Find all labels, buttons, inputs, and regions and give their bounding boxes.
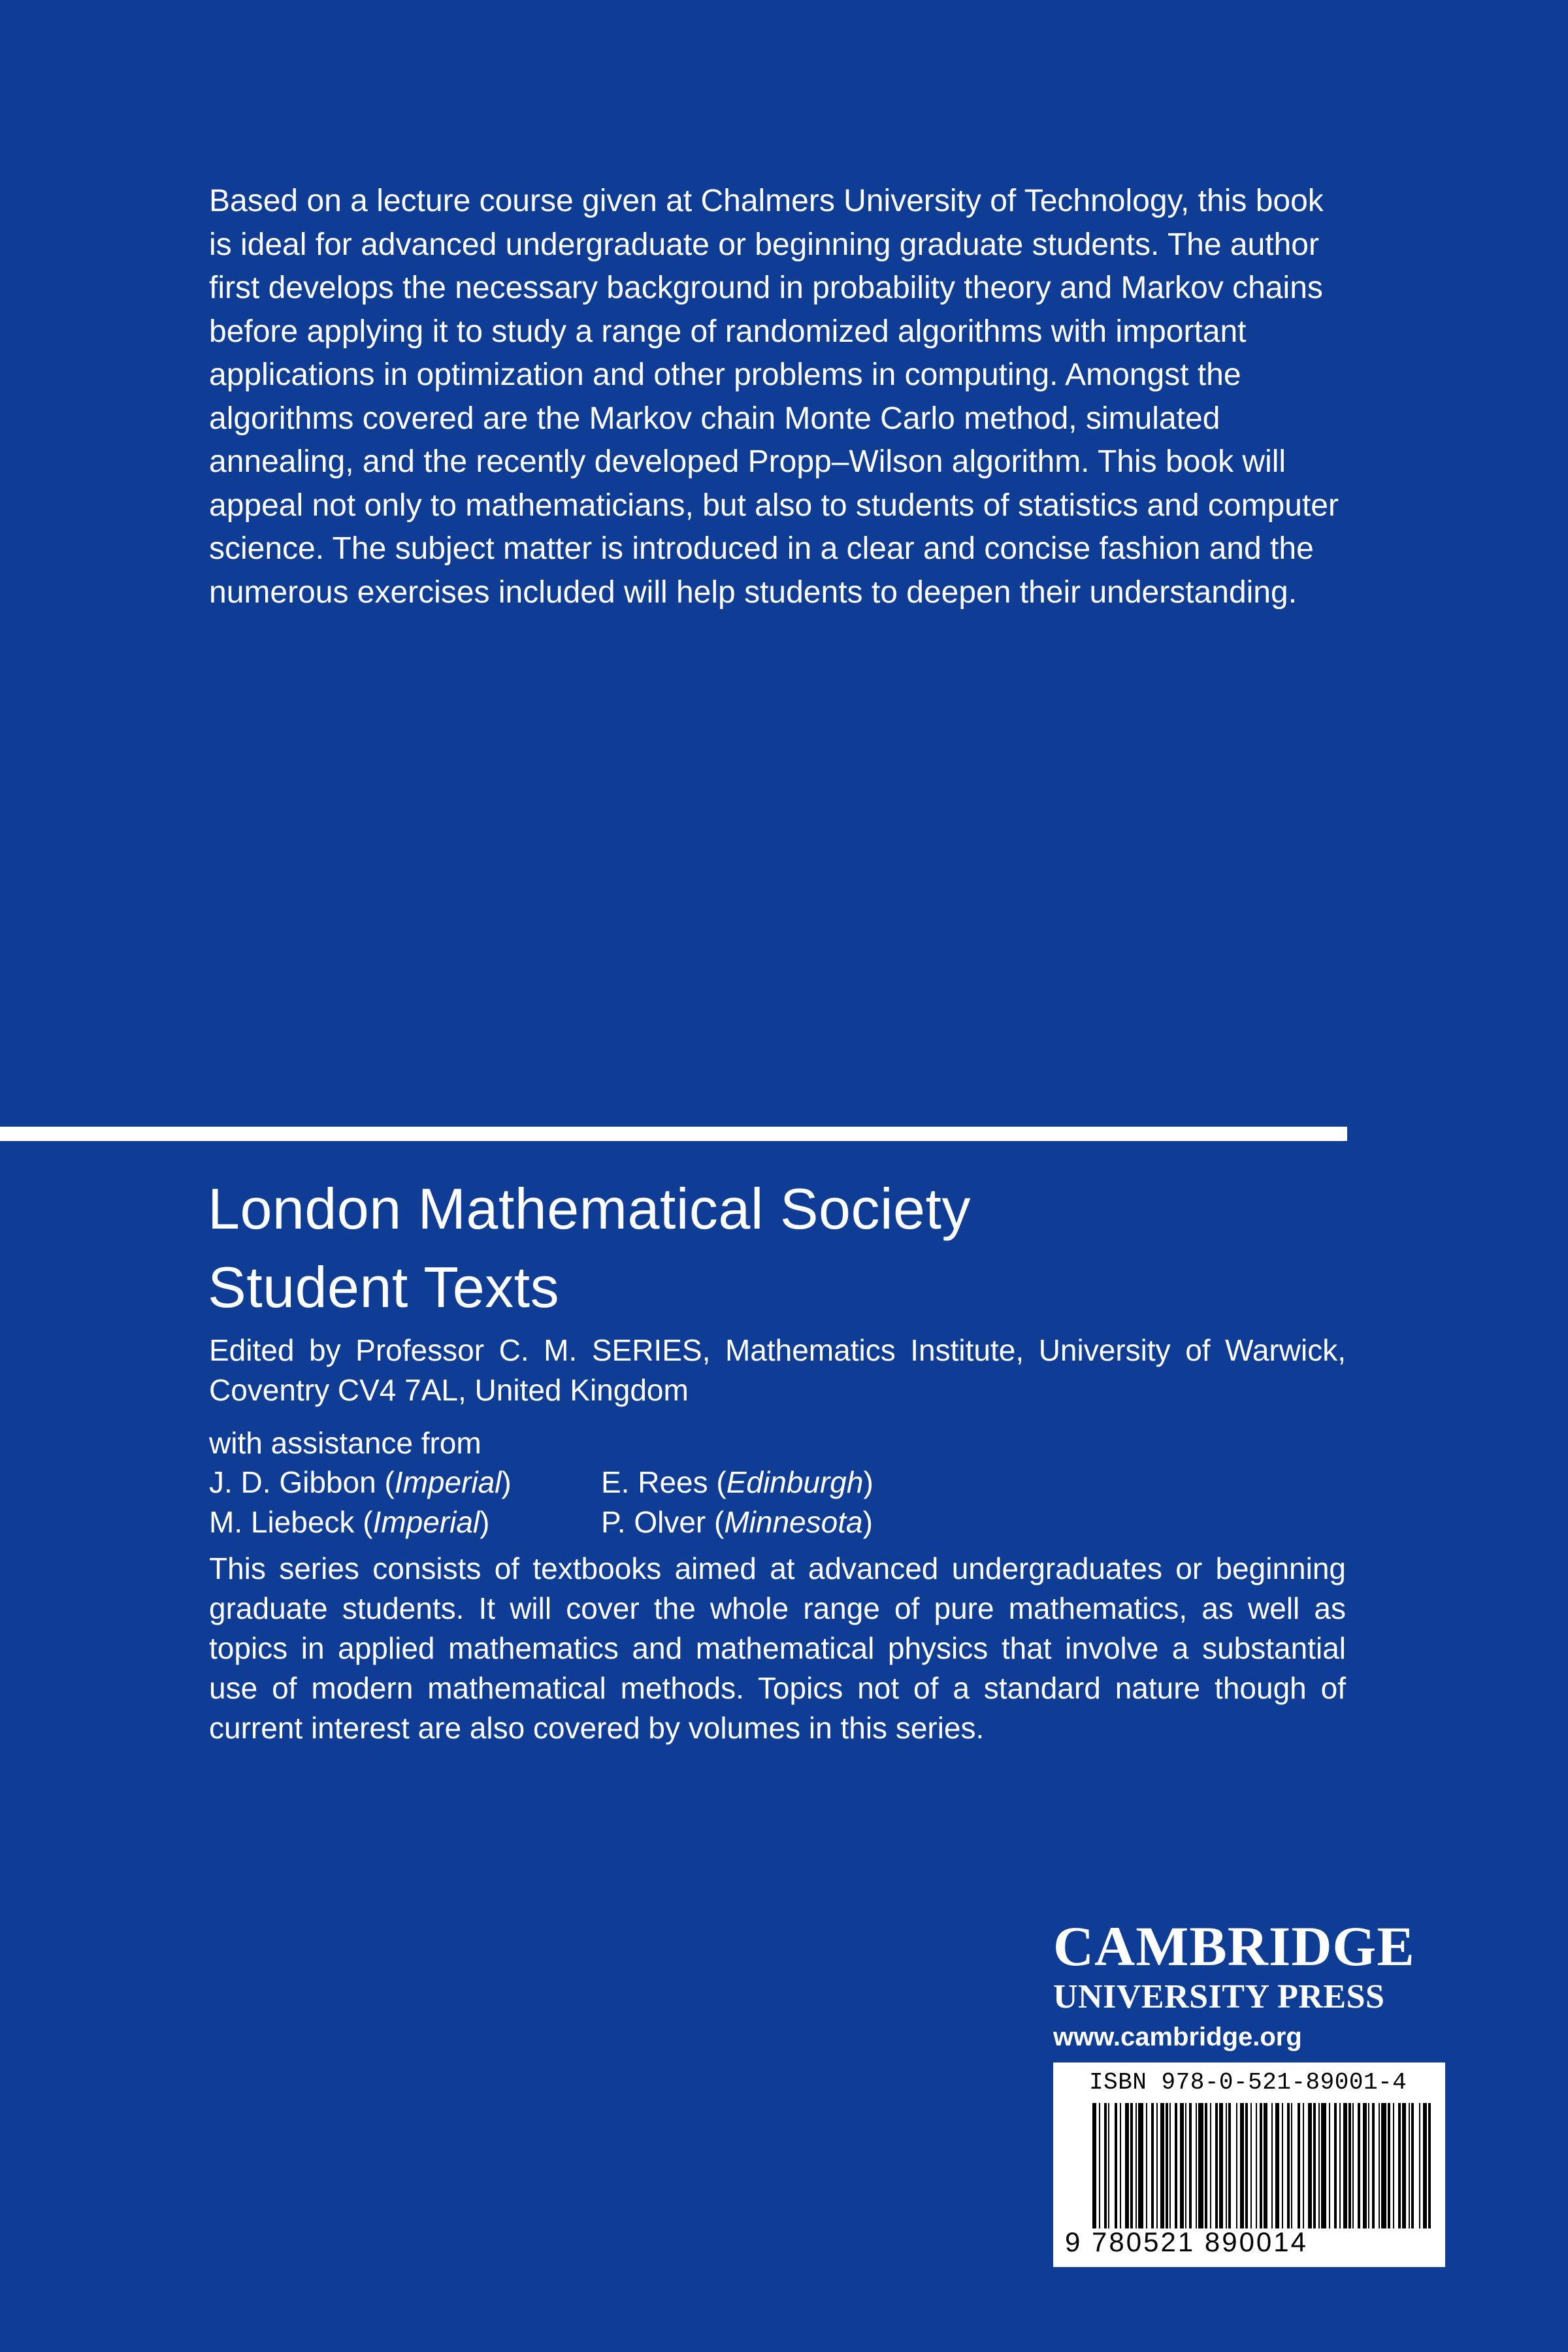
barcode-bar	[1368, 2103, 1369, 2228]
barcode-bar	[1130, 2103, 1133, 2228]
barcode-bar	[1398, 2103, 1401, 2228]
assistant-name: M. Liebeck	[209, 1505, 355, 1539]
barcode-bar	[1393, 2103, 1394, 2228]
barcode-bar	[1303, 2103, 1304, 2228]
white-divider-rule	[0, 1127, 1347, 1141]
barcode-bar	[1175, 2103, 1177, 2228]
barcode-bar	[1198, 2103, 1203, 2228]
isbn-label: ISBN 978-0-521-89001-4	[1089, 2069, 1407, 2096]
barcode-bar	[1166, 2103, 1168, 2228]
publisher-name: CAMBRIDGE	[1053, 1915, 1415, 1978]
barcode-bar	[1104, 2103, 1107, 2228]
barcode-bar	[1185, 2103, 1186, 2228]
barcode-bar	[1409, 2103, 1410, 2228]
barcode-bar	[1339, 2103, 1341, 2228]
barcode-bar	[1256, 2103, 1257, 2228]
publisher-logo	[1053, 1915, 1445, 2057]
barcode-bar	[1321, 2103, 1326, 2228]
barcode-bar	[1419, 2103, 1420, 2228]
barcode-bar	[1210, 2103, 1211, 2228]
series-title	[208, 1170, 1358, 1327]
barcode-bar	[1151, 2103, 1154, 2228]
barcode-bar	[1115, 2103, 1117, 2228]
barcode-bar	[1156, 2103, 1158, 2228]
barcode-bar	[1169, 2103, 1171, 2228]
barcode-bar	[1125, 2103, 1129, 2228]
barcode-bar	[1219, 2103, 1223, 2228]
series-editor: Edited by Professor C. M. SERIES, Mathematics Institute, University of Warwick, Coventry CV4 7AL, United Kingdom	[209, 1333, 1346, 1407]
assistant-editors	[209, 1463, 993, 1542]
barcode-bar	[1146, 2103, 1147, 2228]
barcode-bar	[1329, 2103, 1330, 2228]
assistant-entry: M. Liebeck (Imperial)	[209, 1505, 490, 1539]
barcode-bar	[1189, 2103, 1192, 2228]
barcode-bar	[1275, 2103, 1279, 2228]
barcode-bar	[1282, 2103, 1283, 2228]
barcode-bar	[1298, 2103, 1300, 2228]
assistant-entry: P. Olver (Minnesota)	[601, 1505, 873, 1539]
barcode-bar	[1423, 2103, 1427, 2228]
barcode-bar	[1271, 2103, 1273, 2228]
barcode-bar	[1402, 2103, 1406, 2228]
barcode-bar	[1381, 2103, 1386, 2228]
barcode-bar	[1180, 2103, 1184, 2228]
barcode-bar	[1388, 2103, 1390, 2228]
barcode-bar	[1120, 2103, 1121, 2228]
assistant-entry: J. D. Gibbon (Imperial)	[209, 1465, 512, 1499]
assistant-affiliation: Imperial	[372, 1505, 480, 1539]
series-title-line-1: London Mathematical Society	[208, 1176, 971, 1241]
barcode-bar	[1379, 2103, 1380, 2228]
assistant-affiliation: Minnesota	[724, 1505, 863, 1539]
barcode-bar	[1411, 2103, 1414, 2228]
barcode-bar	[1318, 2103, 1320, 2228]
barcode-bar	[1240, 2103, 1244, 2228]
assistant-row	[209, 1502, 993, 1542]
barcode-digits: 9 780521 890014	[1065, 2227, 1308, 2257]
barcode-bar	[1313, 2103, 1316, 2228]
assistance-label: with assistance from	[209, 1426, 482, 1460]
book-blurb: Based on a lecture course given at Chalmers University of Technology, this book is ideal for advanced undergraduate or beginning graduate students. The author first develops the necessary background in probability theory and Markov chains before applying it to study a range of randomized algorithms with important applications in optimization and other problems in computing. Amongst the algorithms covered are the Markov chain Monte Carlo method, simulated annealing, and the recently developed Propp–Wilson algorithm. This book will appeal not only to mathematicians, but also to students of statistics and computer science. The subject matter is introduced in a clear and concise fashion and the numerous exercises included will help students to deepen their understanding.	[209, 184, 1339, 610]
assistant-row	[209, 1463, 993, 1502]
barcode-bar	[1092, 2103, 1096, 2228]
series-title-line-2: Student Texts	[208, 1255, 560, 1319]
barcode-bar	[1215, 2103, 1218, 2228]
barcode-bar	[1228, 2103, 1231, 2228]
publisher-url: www.cambridge.org	[1053, 2023, 1302, 2051]
barcode-bar	[1226, 2103, 1227, 2228]
series-description: This series consists of textbooks aimed at advanced undergraduates or beginning graduate students. It will cover the whole range of pure mathematics, as well as topics in applied mathematics and mathematical physics that involve a substantial use of modern mathematical methods. Topics not of a standard nature though of current interest are also covered by volumes in this series.	[209, 1551, 1346, 1745]
barcode-bar	[1264, 2103, 1267, 2228]
barcode-bar	[1358, 2103, 1360, 2228]
assistant-name: E. Rees	[601, 1465, 708, 1499]
barcode-bar	[1099, 2103, 1100, 2228]
barcode-bar	[1138, 2103, 1143, 2228]
barcode-bar	[1245, 2103, 1248, 2228]
publisher-subtitle: UNIVERSITY PRESS	[1053, 1978, 1385, 2015]
assistant-entry: E. Rees (Edinburgh)	[601, 1465, 874, 1499]
assistant-name: P. Olver	[601, 1505, 706, 1539]
assistant-affiliation: Edinburgh	[726, 1465, 864, 1499]
barcode-bar	[1250, 2103, 1252, 2228]
barcode-bar	[1343, 2103, 1347, 2228]
barcode-bar	[1334, 2103, 1337, 2228]
barcode-bar	[1205, 2103, 1207, 2228]
barcode-icon	[1092, 2103, 1432, 2228]
assistant-affiliation: Imperial	[394, 1465, 502, 1499]
barcode-bar	[1236, 2103, 1237, 2228]
barcode-bar	[1260, 2103, 1262, 2228]
barcode-bar	[1428, 2103, 1431, 2228]
barcode-bar	[1372, 2103, 1375, 2228]
barcode-bar	[1108, 2103, 1109, 2228]
isbn-barcode-panel	[1053, 2062, 1445, 2267]
barcode-bar	[1352, 2103, 1354, 2228]
barcode-bar	[1196, 2103, 1197, 2228]
barcode-bar	[1291, 2103, 1292, 2228]
barcode-bar	[1160, 2103, 1164, 2228]
barcode-bar	[1287, 2103, 1290, 2228]
barcode-bar	[1363, 2103, 1367, 2228]
assistant-name: J. D. Gibbon	[209, 1465, 376, 1499]
barcode-bar	[1135, 2103, 1137, 2228]
barcode-bar	[1348, 2103, 1351, 2228]
barcode-bar	[1308, 2103, 1312, 2228]
